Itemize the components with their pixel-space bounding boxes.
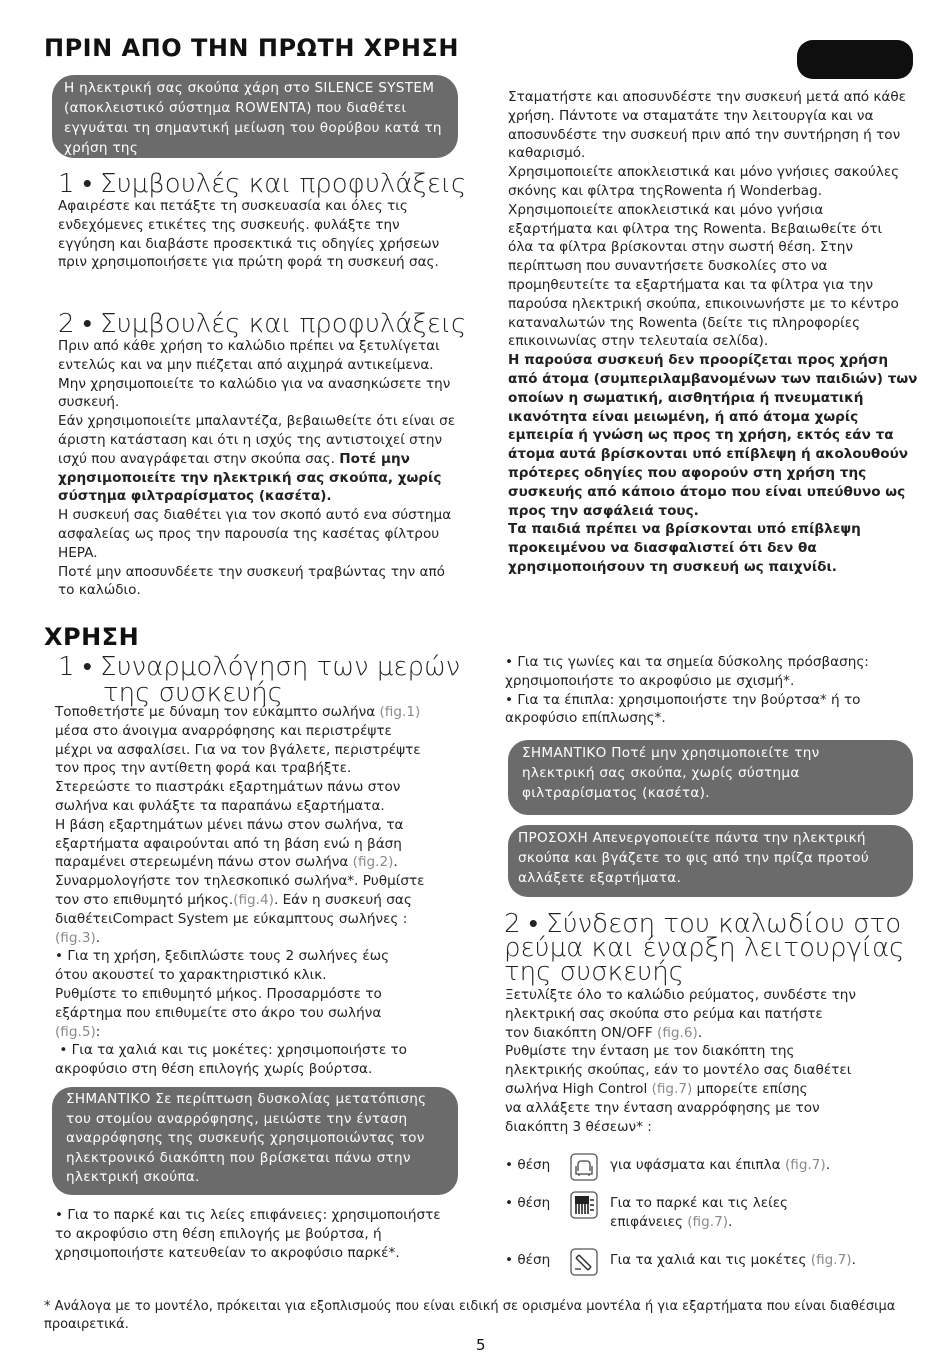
- caution-box: [508, 825, 913, 897]
- parquet-brush-icon: [570, 1191, 598, 1223]
- section1-text: Αφαιρέστε και πετάξτε τη συσκευασία και όλες τις ενδεχόμενες ετικέτες της συσκευής. φυλάξτε την εγγύηση και διαβάστε προσεκτικά τις οδηγίες χρήσεων πριν χρησιμοποιήσετε για πρώτη φορά τη συσκευή σας.: [58, 198, 440, 271]
- line-text: ηλεκτρικής σκούπας, εάν το μοντέλο σας διαθέτει: [505, 1062, 852, 1079]
- corners-text: • Για τις γωνίες και τα σημεία δύσκολης πρόσβασης: χρησιμοποιήστε το ακροφύσιο με σχισμή*.: [505, 654, 869, 689]
- fig-ref: (fig.7): [784, 1157, 826, 1173]
- position-row-3: [505, 1251, 550, 1270]
- position-label: • θέση: [505, 1252, 551, 1268]
- line-tail: . Εάν η συσκευή σας: [273, 891, 412, 908]
- caution-box-text: ΠΡΟΣΟΧΗ Απενεργοποιείτε πάντα την ηλεκτρική σκούπα και βγάζετε το φις από την πρίζα προτού αλλάξετε εξαρτήματα.: [518, 830, 870, 886]
- footnote: * Ανάλογα με το μοντέλο, πρόκειται για εξοπλισμούς που είναι ειδική σε ορισμένα μοντέλα ή για εξαρτήματα που είναι διαθέσιμα προαιρετικά.: [44, 1299, 896, 1332]
- line-text: τον προς την αντίθετη φορά και τραβήξτε.: [55, 760, 352, 777]
- line-text: εξαρτήματα αφαιρούνται από τη βάση ενώ η βάση: [55, 835, 402, 852]
- position-end: .: [825, 1157, 831, 1173]
- line-text: μέσα στο άνοιγμα αναρρόφησης και περιστρέψτε: [55, 722, 392, 739]
- corners-furniture-text: [505, 653, 910, 728]
- right-bold2: Τα παιδιά πρέπει να βρίσκονται υπό επίβλεψη προκειμένου να διασφαλιστεί ότι δεν θα χρησιμοποιήσουν τη συσκευή ως παιχνίδι.: [508, 521, 861, 575]
- line-text: να αλλάξετε την ένταση αναρρόφησης με τον: [505, 1099, 820, 1116]
- text-line: [55, 1023, 465, 1042]
- before-first-use-heading: ΠΡΙΝ ΑΠΟ ΤΗΝ ΠΡΩΤΗ ΧΡΗΣΗ: [44, 34, 459, 62]
- line-text: ότου ακουστεί το χαρακτηριστικό κλικ.: [55, 967, 327, 984]
- important-box-2: [508, 740, 913, 815]
- line-text: διακόπτη 3 θέσεων* :: [505, 1118, 652, 1135]
- line-text: • Για τα χαλιά και τις μοκέτες: χρησιμοποιήστε το: [55, 1042, 407, 1059]
- section2-text: [58, 337, 462, 600]
- text-line: [55, 947, 465, 966]
- position-desc: για υφάσματα και έπιπλα: [610, 1157, 785, 1173]
- fig-ref: (fig.1): [379, 704, 421, 720]
- line-text: τον στο επιθυμητό μήκος.: [55, 891, 234, 908]
- right-p2: Χρησιμοποιείτε αποκλειστικά και μόνο γνήσιες σακούλες σκόνης και φίλτρα τηςRowenta ή Wonderbag. Χρησιμοποιείτε αποκλειστικά και μόνο γνήσια εξαρτήματα και φίλτρα της Rowenta. Βεβαιωθείτε ότι όλα τα φίλτρα βρίσκονται στην σωστή θέση. Στην περίπτωση που συναντήσετε δυσκολίες στο να προμηθευτείτε τα εξαρτήματα και τα φίλτρα για την παρούσα ηλεκτρική σκούπα, επικοινωνήστε με το κέντρο καταναλωτών της Rowenta (δείτε τις πληροφορίες επικοινωνίας στην τελευταία σελίδα).: [508, 164, 900, 350]
- text-line: [55, 797, 465, 816]
- line-text: τον διακόπτη ON/OFF: [505, 1024, 658, 1041]
- line-text: Ρυθμίστε την ένταση με τον διακόπτη της: [505, 1043, 795, 1060]
- language-tab: [797, 40, 913, 79]
- text-line: [55, 1060, 465, 1079]
- position-desc: Για το παρκέ και τις λείες επιφάνειες: [610, 1195, 789, 1230]
- line-text: Στερεώστε το πιαστράκι εξαρτημάτων πάνω στον: [55, 779, 401, 796]
- line-text: παραμένει στερεωμένη πάνω στον σωλήνα: [55, 854, 353, 871]
- text-line: [55, 853, 465, 872]
- fig-ref: (fig.6): [657, 1024, 698, 1041]
- position-row-1: [505, 1156, 550, 1175]
- carpet-icon: [570, 1248, 598, 1280]
- section2-p2-text: Εάν χρησιμοποιείτε μπαλαντέζα, βεβαιωθείτε ότι είναι σε άριστη κατάσταση και ότι η ισχύς της αντιστοιχεί στην ισχύ που αναγράφεται στην σκούπα σας.: [58, 413, 456, 467]
- fig-ref: (fig.4): [233, 891, 274, 908]
- connect-title: [504, 909, 924, 987]
- text-line: [55, 872, 465, 891]
- use-heading: ΧΡΗΣΗ: [44, 623, 140, 651]
- section2-title: 2 • Συμβουλές και προφυλάξεις: [58, 309, 467, 339]
- right-p1: Σταματήστε και αποσυνδέστε την συσκευή μετά από κάθε χρήση. Πάντοτε να σταματάτε την λειτουργία και να αποσυνδέστε την συσκευή πριν από την συντήρηση ή τον καθαρισμό.: [508, 89, 907, 162]
- text-line: [55, 816, 465, 835]
- fig-ref: (fig.7): [651, 1080, 693, 1097]
- position-label: • θέση: [505, 1195, 551, 1211]
- text-line: [505, 986, 915, 1005]
- text-line: [505, 1118, 915, 1137]
- line-text: μέχρι να ασφαλίσει. Για να τον βγάλετε, περιστρέψτε: [55, 741, 421, 758]
- assembly-text: [55, 703, 465, 1079]
- armchair-icon: [570, 1153, 598, 1185]
- line-text: σωλήνα High Control: [505, 1080, 652, 1097]
- section2-p4: Ποτέ μην αποσυνδέετε την συσκευή τραβώντας την από το καλώδιο.: [58, 563, 445, 599]
- text-line: [505, 1080, 915, 1099]
- text-line: [55, 741, 465, 760]
- position-text-2: [610, 1194, 850, 1232]
- section1-title: 1 • Συμβουλές και προφυλάξεις: [58, 169, 467, 199]
- text-line: [55, 722, 465, 741]
- text-line: [505, 1042, 915, 1061]
- text-line: [505, 1024, 915, 1043]
- line-tail: .: [697, 1024, 703, 1041]
- position-text-1: [610, 1156, 910, 1175]
- line-text: διαθέτειCompact System με εύκαμπτους σωλήνες :: [55, 910, 408, 927]
- right-bold1: Η παρούσα συσκευή δεν προορίζεται προς χρήση από άτομα (συμπεριλαμβανομένων των παιδιών) των οποίων η σωματική, αισθητήρια ή πνευματική ικανότητα είναι μειωμένη, ή από άτομα χωρίς εμπειρία ή γνώση ως προς τη χρήση, εκτός εάν τα άτομα αυτά βρίσκονται υπό επίβλεψη ή ακολουθούν πρότερες οδηγίες που αφορούν στη χρήση της συσκευής από κάποιο άτομο που είναι υπεύθυνο ως προς την ασφάλειά τους.: [508, 352, 918, 519]
- section2-p1: Πριν από κάθε χρήση το καλώδιο πρέπει να ξετυλίγεται εντελώς και να μην πιέζεται από αιχμηρά αντικείμενα. Μην χρησιμοποιείτε το καλώδιο για να ανασηκώσετε την συσκευή.: [58, 338, 451, 411]
- important-box-2-text: ΣΗΜΑΝΤΙΚΟ Ποτέ μην χρησιμοποιείτε την ηλεκτρική σας σκούπα, χωρίς σύστημα φιλτραρίσματος (κασέτα).: [522, 745, 820, 801]
- fig-ref: (fig.7): [687, 1213, 729, 1230]
- line-text: Ρυθμίστε το επιθυμητό μήκος. Προσαρμόστε το: [55, 985, 382, 1002]
- text-line: [55, 778, 465, 797]
- line-tail: .: [393, 854, 398, 871]
- line-text: εξάρτημα που επιθυμείτε στο άκρο του σωλήνα: [55, 1004, 382, 1021]
- text-line: [55, 1004, 465, 1023]
- line-tail: .: [95, 929, 101, 946]
- line-text: Συναρμολογήστε τον τηλεσκοπικό σωλήνα*. Ρυθμίστε: [55, 873, 425, 890]
- section2-p3: Η συσκευή σας διαθέτει για τον σκοπό αυτό ενα σύστημα ασφαλείας ως προς την παρουσία της κασέτας φίλτρου HEPA.: [58, 507, 452, 561]
- position-row-2: [505, 1194, 550, 1213]
- line-tail: μπορείτε επίσης: [692, 1080, 808, 1097]
- line-text: Η βάση εξαρτημάτων μένει πάνω στον σωλήνα, τα: [55, 816, 404, 833]
- line-text: • Για τη χρήση, ξεδιπλώστε τους 2 σωλήνες έως: [55, 948, 390, 965]
- text-line: [55, 985, 465, 1004]
- connect-title-line2: ρεύμα και έναρξη λειτουργίας: [504, 933, 905, 963]
- page-number: 5: [476, 1336, 486, 1354]
- section2-p2: [58, 412, 462, 506]
- text-line: [55, 910, 465, 929]
- text-line: [505, 1005, 915, 1024]
- furniture-text: • Για τα έπιπλα: χρησιμοποιήστε την βούρτσα* ή το ακροφύσιο επίπλωσης*.: [505, 691, 861, 727]
- silence-system-box: [52, 75, 458, 158]
- fig-ref: (fig.7): [810, 1252, 852, 1268]
- fig-ref: (fig.2): [352, 854, 394, 871]
- line-text: ηλεκτρική σας σκούπα στο ρεύμα και πατήστε: [505, 1005, 823, 1022]
- important-box-1-text: ΣΗΜΑΝΤΙΚΟ Σε περίπτωση δυσκολίας μετατόπισης του στομίου αναρρόφησης, μειώστε την ένταση αναρρόφησης της συσκευής χρησιμοποιώντας τον ηλεκτρονικό διακόπτη που βρίσκεται πάνω στην ηλεκτρική σκούπα.: [66, 1091, 427, 1185]
- position-desc: Για τα χαλιά και τις μοκέτες: [610, 1252, 811, 1268]
- line-text: Ξετυλίξτε όλο το καλώδιο ρεύματος, συνδέστε την: [505, 987, 857, 1003]
- text-line: [55, 966, 465, 985]
- text-line: [55, 1041, 465, 1060]
- text-line: [55, 703, 465, 722]
- text-line: [55, 929, 465, 948]
- line-text: Τοποθετήστε με δύναμη τον εύκαμπτο σωλήνα: [55, 704, 380, 720]
- section2-p2-bold: Ποτέ μην χρησιμοποιείτε την ηλεκτρική σας σκούπα, χωρίς σύστημα φιλτραρίσματος (κασέτα).: [58, 450, 442, 505]
- position-end: .: [851, 1252, 856, 1268]
- text-line: [55, 759, 465, 778]
- fig-ref: (fig.5): [55, 1023, 96, 1040]
- silence-system-text: Η ηλεκτρική σας σκούπα χάρη στο SILENCE SYSTEM (αποκλειστικό σύστημα ROWENTA) που διαθέτει εγγυάται τη σημαντική μείωση του θορύβου κατά τη χρήση της: [64, 80, 442, 156]
- position-end: .: [728, 1213, 733, 1230]
- position-label: • θέση: [505, 1157, 551, 1173]
- text-line: [505, 1099, 915, 1118]
- text-line: [55, 835, 465, 854]
- text-line: [505, 1061, 915, 1080]
- important-box-1: [52, 1087, 458, 1195]
- line-text: σωλήνα και φυλάξτε τα παραπάνω εξαρτήματα.: [55, 797, 385, 814]
- line-tail: :: [95, 1023, 101, 1040]
- connect-title-line1: 2 • Σύνδεση του καλωδίου στο: [504, 909, 902, 939]
- connect-title-line3: της συσκευής: [504, 957, 684, 987]
- fig-ref: (fig.3): [55, 929, 96, 946]
- right-column-text: [508, 88, 918, 577]
- connect-text: [505, 986, 915, 1136]
- parquet-text: • Για το παρκέ και τις λείες επιφάνειες: χρησιμοποιήστε το ακροφύσιο στη θέση επιλογής με βούρτσα, ή χρησιμοποιήστε κατευθείαν το ακροφύσιο παρκέ*.: [55, 1207, 441, 1261]
- assembly-title-line2: της συσκευής: [103, 678, 283, 708]
- line-text: ακροφύσιο στη θέση επιλογής χωρίς βούρτσα.: [55, 1061, 373, 1078]
- text-line: [55, 891, 465, 910]
- position-text-3: [610, 1251, 910, 1270]
- assembly-title-line1: 1 • Συναρμολόγηση των μερών: [58, 652, 461, 682]
